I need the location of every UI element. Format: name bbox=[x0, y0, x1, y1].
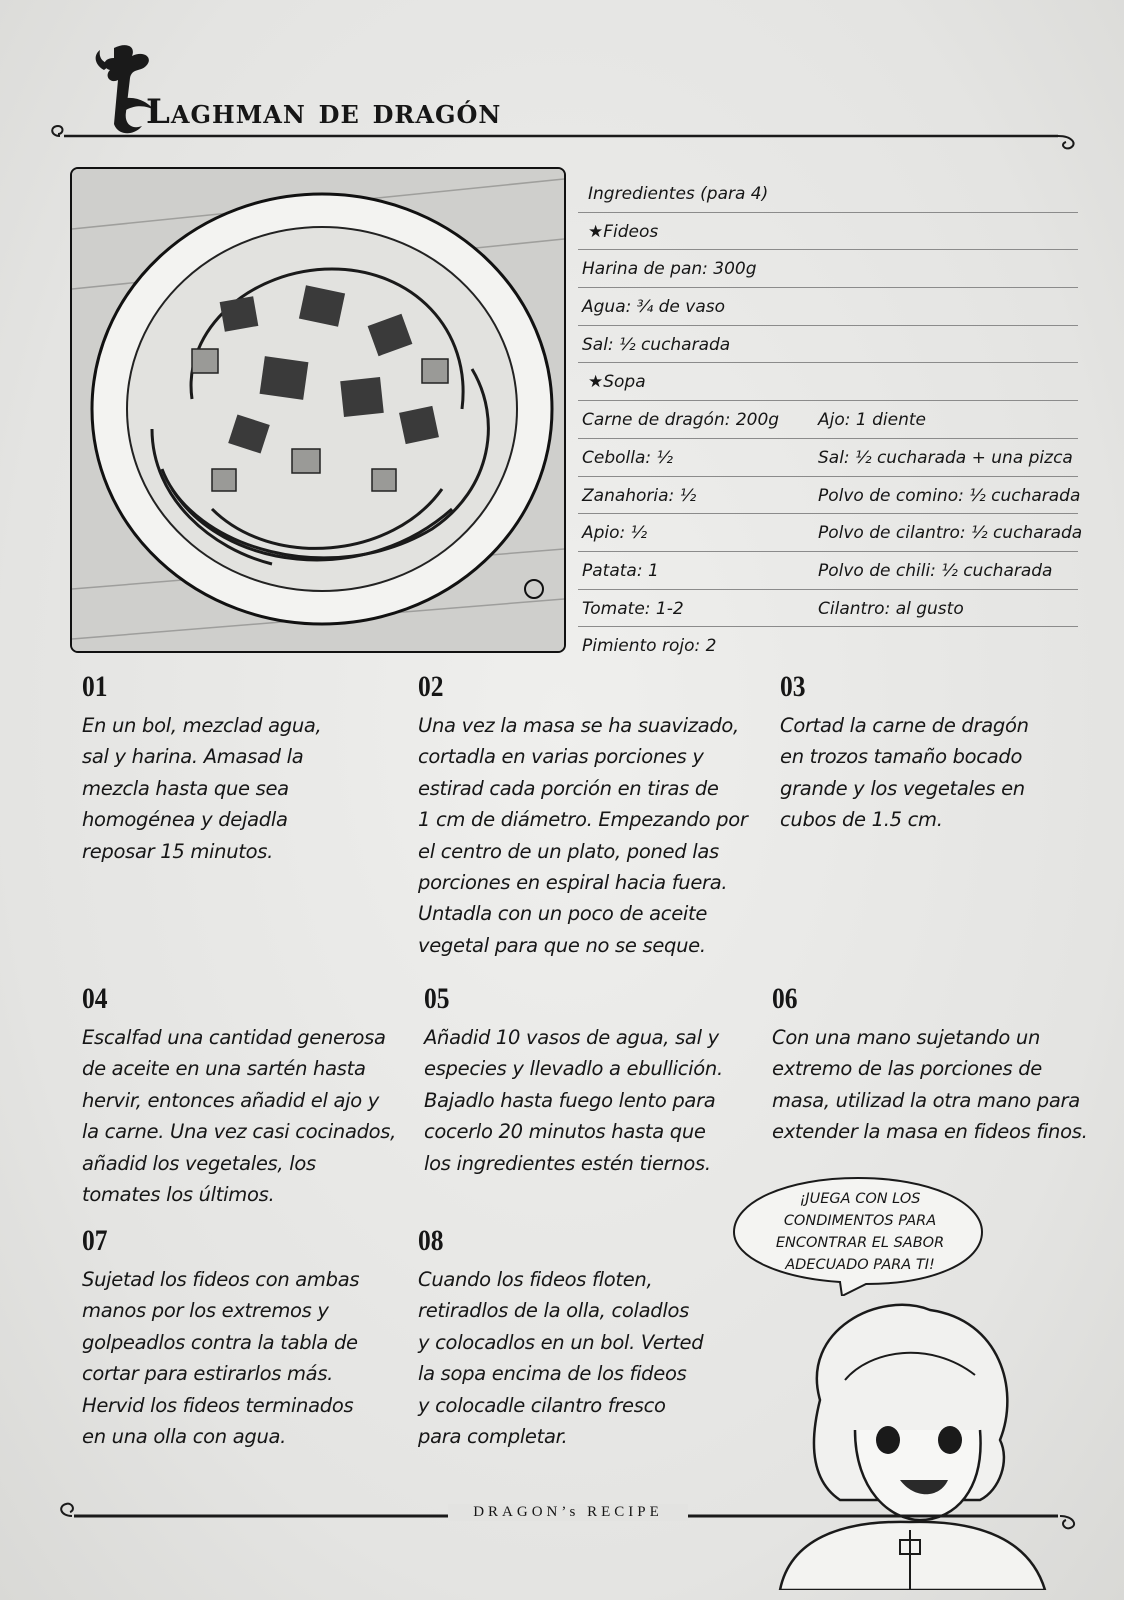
header-divider bbox=[48, 122, 1088, 152]
noodle-bowl-image bbox=[72, 169, 564, 651]
ingredient-row: Apio: ½ Polvo de cilantro: ½ cucharada bbox=[578, 514, 1078, 552]
step-text: Con una mano sujetando un extremo de las porciones de masa, utilizad la otra mano para extender la masa en fideos finos. bbox=[772, 1026, 1088, 1144]
step-number: 05 bbox=[424, 982, 450, 1015]
step-06 bbox=[772, 982, 1087, 1148]
step-text: En un bol, mezclad agua, sal y harina. Amasad la mezcla hasta que sea homogénea y dejadla reposar 15 minutos. bbox=[82, 714, 322, 863]
ingredients-table bbox=[578, 175, 1083, 664]
step-04 bbox=[82, 982, 396, 1210]
step-07 bbox=[82, 1224, 359, 1452]
step-03 bbox=[780, 670, 1029, 836]
ingredient-row: Carne de dragón: 200g Ajo: 1 diente bbox=[578, 401, 1078, 439]
step-text: Una vez la masa se ha suavizado, cortadla en varias porciones y estirad cada porción en tiras de 1 cm de diámetro. Empezando por el centro de un plato, poned las porciones en espiral hacia fuera. Untadla con un poco de aceite vegetal para que no se seque. bbox=[418, 714, 748, 957]
step-02 bbox=[418, 670, 748, 961]
speech-bubble-text: ¡JUEGA CON LOS CONDIMENTOS PARA ENCONTRAR EL SABOR ADECUADO PARA TI! bbox=[775, 1191, 945, 1273]
step-number: 06 bbox=[772, 982, 798, 1015]
step-text: Sujetad los fideos con ambas manos por los extremos y golpeadlos contra la tabla de cortar para estirarlos más. Hervid los fideos terminados en una olla con agua. bbox=[82, 1268, 360, 1449]
page-title: Laghman de dragón bbox=[146, 92, 502, 132]
footer bbox=[48, 1498, 1088, 1534]
step-08 bbox=[418, 1224, 703, 1452]
step-number: 01 bbox=[82, 670, 108, 703]
step-number: 02 bbox=[418, 670, 444, 703]
ingredient-row: Patata: 1 Polvo de chili: ½ cucharada bbox=[578, 552, 1078, 590]
speech-bubble bbox=[730, 1174, 986, 1296]
header bbox=[48, 40, 1078, 150]
ingredient-row: Tomate: 1-2 Cilantro: al gusto bbox=[578, 590, 1078, 628]
step-number: 07 bbox=[82, 1224, 108, 1257]
step-05 bbox=[424, 982, 723, 1179]
ingredients-heading: Ingredientes (para 4) bbox=[578, 175, 1078, 213]
step-number: 03 bbox=[780, 670, 806, 703]
step-number: 04 bbox=[82, 982, 108, 1015]
ingredient-row: Zanahoria: ½ Polvo de comino: ½ cucharada bbox=[578, 477, 1078, 515]
ingredient-row: Pimiento rojo: 2 bbox=[582, 636, 717, 657]
noodles-section-label: ★Fideos bbox=[578, 213, 1078, 251]
soup-section-label: ★Sopa bbox=[578, 363, 1078, 401]
step-text: Añadid 10 vasos de agua, sal y especies y llevadlo a ebullición. Bajadlo hasta fuego lento para cocerlo 20 minutos hasta que los ingredientes estén tiernos. bbox=[424, 1026, 723, 1175]
character-illustration bbox=[760, 1290, 1060, 1590]
ingredient-row: Agua: ¾ de vaso bbox=[578, 288, 1078, 326]
step-text: Escalfad una cantidad generosa de aceite en una sartén hasta hervir, entonces añadid el ajo y la carne. Una vez casi cocinados, añadid los vegetales, los tomates los últimos. bbox=[82, 1026, 397, 1207]
ingredient-row: Sal: ½ cucharada bbox=[578, 326, 1078, 364]
ingredient-row: Cebolla: ½ Sal: ½ cucharada + una pizca bbox=[578, 439, 1078, 477]
footer-label: DRAGON’s RECIPE bbox=[448, 1504, 688, 1521]
step-01 bbox=[82, 670, 321, 867]
step-text: Cortad la carne de dragón en trozos tamaño bocado grande y los vegetales en cubos de 1.5 cm. bbox=[780, 714, 1029, 832]
dish-illustration bbox=[70, 167, 566, 653]
ingredient-row: Harina de pan: 300g bbox=[578, 250, 1078, 288]
step-text: Cuando los fideos floten, retiradlos de la olla, coladlos y colocadlos en un bol. Verted la sopa encima de los fideos y colocadle cilantro fresco para completar. bbox=[418, 1268, 704, 1449]
step-number: 08 bbox=[418, 1224, 444, 1257]
